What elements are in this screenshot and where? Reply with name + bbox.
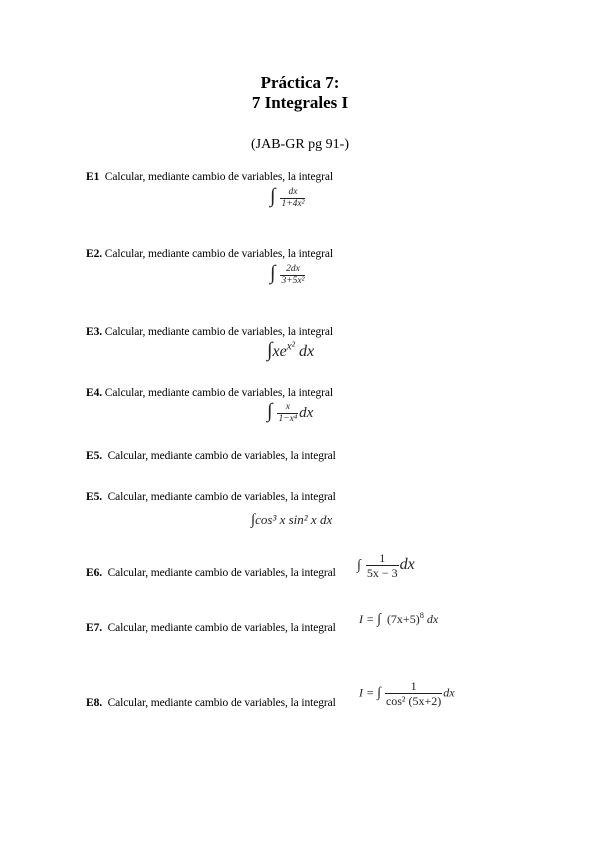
formula-2 (270, 263, 306, 287)
exercise-text: Calcular, mediante cambio de variables, la integral (104, 387, 333, 399)
exercise-label: E4. (86, 387, 102, 399)
integral-sign-icon: ∫ (357, 558, 361, 574)
integral-sign-icon: ∫ (270, 185, 276, 207)
exercise-label: E8. (86, 697, 102, 709)
formula-7-body: (7x+5) (386, 612, 420, 626)
formula-8 (359, 679, 455, 708)
formula-3-base: xe (272, 343, 287, 360)
formula-6 (357, 551, 415, 580)
page-subtitle: 7 Integrales I (251, 93, 349, 112)
formula-8-denominator: cos² (5x+2) (385, 694, 442, 708)
exercise-text: Calcular, mediante cambio de variables, la integral (107, 697, 336, 709)
formula-3-exponent: x² (286, 340, 296, 353)
formula-1 (270, 186, 306, 210)
exercise-label: E5. (86, 491, 102, 503)
exercise-text: Calcular, mediante cambio de variables, la integral (104, 326, 333, 338)
exercise-text: Calcular, mediante cambio de variables, la integral (107, 491, 336, 503)
integral-sign-icon: ∫ (270, 262, 276, 284)
exercise-label: E2. (86, 248, 102, 260)
formula-7 (359, 610, 438, 630)
formula-8-lhs: I = (359, 685, 375, 700)
exercise-4 (86, 387, 333, 399)
formula-4-denominator: 1−x⁴ (278, 413, 298, 424)
formula-7-differential: dx (426, 612, 439, 626)
formula-2-numerator: 2dx (286, 263, 300, 274)
formula-5 (251, 510, 332, 530)
formula-7-lhs: I = (359, 612, 375, 626)
exercise-text: Calcular, mediante cambio de variables, la integral (107, 567, 336, 579)
exercise-5b (86, 491, 336, 503)
exercise-text: Calcular, mediante cambio de variables, la integral (104, 248, 333, 260)
exercise-text: Calcular, mediante cambio de variables, la integral (107, 450, 336, 462)
page-title: Práctica 7: (260, 73, 340, 92)
formula-5-body: cos³ x sin² x dx (255, 512, 333, 527)
exercise-label: E5. (86, 450, 102, 462)
formula-1-numerator: dx (288, 186, 298, 197)
exercise-7 (86, 622, 336, 634)
formula-1-denominator: 1+4x² (281, 198, 305, 209)
exercise-label: E6. (86, 567, 102, 579)
formula-2-denominator: 3+5x² (281, 275, 305, 286)
formula-6-differential: dx (399, 556, 415, 574)
exercise-label: E1 (86, 171, 100, 183)
formula-6-numerator: 1 (379, 551, 386, 565)
integral-sign-icon: ∫ (267, 400, 273, 422)
exercise-1 (86, 171, 333, 183)
formula-3-differential: dx (299, 343, 315, 360)
exercise-5a (86, 450, 336, 462)
formula-6-denominator: 5x − 3 (366, 566, 398, 580)
reference-note: (JAB-GR pg 91-) (251, 137, 349, 152)
exercise-label: E3. (86, 326, 102, 338)
exercise-3 (86, 326, 333, 338)
formula-4-differential: dx (299, 405, 314, 421)
formula-4-numerator: x (285, 401, 290, 412)
exercise-text: Calcular, mediante cambio de variables, la integral (104, 171, 333, 183)
formula-4 (267, 401, 313, 425)
integral-sign-icon: ∫ (251, 512, 256, 528)
formula-7-exponent: 8 (419, 611, 424, 620)
formula-8-numerator: 1 (410, 679, 417, 693)
integral-sign-icon: ∫ (377, 685, 381, 701)
formula-8-differential: dx (443, 685, 455, 700)
exercise-8 (86, 697, 336, 709)
exercise-label: E7. (86, 622, 102, 634)
exercise-6 (86, 567, 336, 579)
integral-sign-icon: ∫ (267, 339, 273, 361)
exercise-text: Calcular, mediante cambio de variables, la integral (107, 622, 336, 634)
exercise-2 (86, 248, 333, 260)
integral-sign-icon: ∫ (377, 612, 381, 627)
formula-3 (267, 340, 314, 361)
